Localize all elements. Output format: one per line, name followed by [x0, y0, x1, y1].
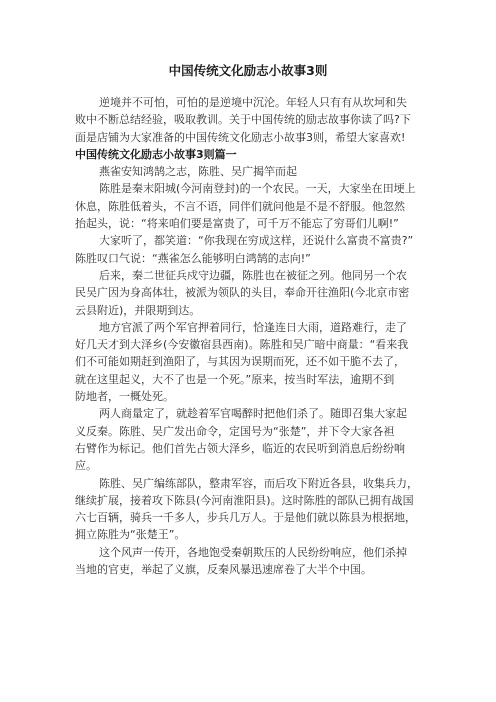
paragraph-line: 义反秦。陈胜、吴广发出命令，定国号为“张楚”，并下令大家各袒 [75, 424, 395, 438]
paragraph-line: 面是店铺为大家准备的中国传统文化励志小故事3则，希望大家喜欢! [75, 130, 406, 144]
paragraph-line: 抬起头，说：“将来咱们要是富贵了，可千万不能忘了穷哥们儿啊!” [75, 217, 399, 231]
paragraph-line: 云县附近)，并限期到达。 [75, 303, 201, 317]
paragraph-line: 防地者，一概处死。 [75, 390, 174, 404]
paragraph-line: 右臂作为标记。他们首先占领大泽乡，临近的农民听到消息后纷纷响 [75, 441, 405, 455]
paragraph-line: 大家听了，都笑道：“你我现在穷成这样，还说什么富贵不富贵?” [99, 234, 414, 248]
paragraph-line: 应。 [75, 459, 97, 473]
paragraph-line: 当地的官吏，举起了义旗，反秦风暴迅速席卷了大半个中国。 [75, 563, 372, 577]
document-title: 中国传统文化励志小故事3则 [168, 63, 328, 78]
paragraph-line: 燕雀安知鸿鹄之志，陈胜、吴广揭竿而起 [99, 165, 297, 179]
paragraph-line: 陈胜是秦末阳城(今河南登封)的一个农民。一天，大家坐在田埂上 [99, 182, 416, 196]
paragraph-line: 这个风声一传开，各地饱受秦朝欺压的人民纷纷响应，他们杀掉 [99, 545, 407, 559]
paragraph-line: 就在这里起义，大不了也是一个死。”原来，按当时军法，逾期不到 [75, 372, 395, 386]
section-heading: 中国传统文化励志小故事3则篇一 [75, 147, 237, 161]
paragraph-line: 两人商量定了，就趁着军官喝醉时把他们杀了。随即召集大家起 [99, 407, 407, 421]
paragraph-line: 陈胜叹口气说：“燕雀怎么能够明白鸿鹄的志向!” [75, 251, 311, 265]
paragraph-line: 逆境并不可怕，可怕的是逆境中沉沦。年轻人只有有从坎坷和失 [99, 96, 407, 109]
paragraph-line: 败中不断总结经验，吸取教训。关于中国传统的励志故事你读了吗?下 [75, 113, 411, 127]
paragraph-line: 好几天才到大泽乡(今安徽宿县西南)。陈胜和吴广暗中商量：“看来我 [75, 338, 409, 352]
paragraph-line: 们不可能如期赶到渔阳了，与其因为误期而死，还不如干脆不去了， [75, 355, 405, 369]
paragraph-line: 休息，陈胜低着头，不言不语，同伴们就问他是不是不舒服。他忽然 [75, 199, 405, 213]
paragraph-line: 继续扩展，接着攻下陈县(今河南淮阳县)。这时陈胜的部队已拥有战国 [75, 493, 414, 507]
paragraph-line: 六七百辆，骑兵一千多人，步兵几万人。于是他们就以陈县为根据地， [75, 511, 416, 525]
document-body [75, 94, 427, 578]
paragraph-line: 民吴广因为身高体壮，被派为领队的头目，奉命开往渔阳(今北京市密 [75, 286, 410, 300]
paragraph-line: 后来，秦二世征兵戍守边疆，陈胜也在被征之列。他同另一个农 [99, 268, 407, 282]
paragraph-line: 陈胜、吴广编练部队，整肃军容，而后攻下附近各县，收集兵力， [99, 476, 418, 490]
paragraph-line: 地方官派了两个军官押着同行，恰逢连日大雨，道路难行，走了 [99, 320, 407, 334]
paragraph-line: 拥立陈胜为“张楚王”。 [75, 528, 186, 542]
